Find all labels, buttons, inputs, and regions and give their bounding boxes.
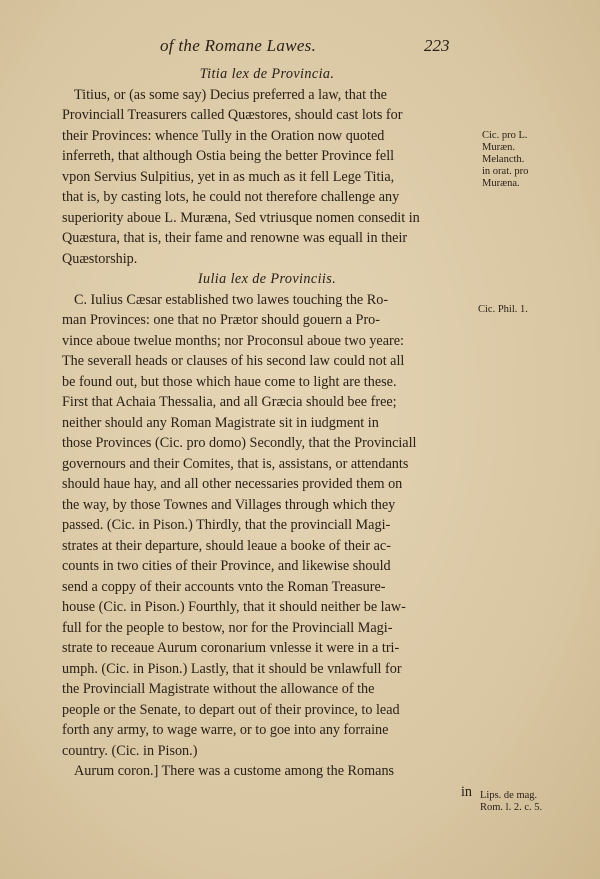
margin-note-line: Lips. de mag. — [480, 790, 538, 801]
page-number: 223 — [424, 36, 450, 55]
text-line: inferreth, that although Ostia being the better Province fell — [62, 148, 395, 164]
section-heading-iulia: Iulia lex de Provinciis. — [197, 271, 337, 287]
text-line: send a coppy of their accounts vnto the Roman Treasure- — [62, 578, 386, 595]
text-line: vince aboue twelue months; nor Proconsul aboue two yeare: — [62, 332, 404, 349]
text-line: Titius, or (as some say) Decius preferred a law, that the — [74, 86, 387, 103]
text-line: vpon Servius Sulpitius, yet in as much as it fell Lege Titia, — [62, 168, 395, 185]
text-line: country. (Cic. in Pison.) — [62, 742, 198, 759]
margin-note-line: Muræn. — [482, 142, 515, 153]
text-line: their Provinces: whence Tully in the Oration now quoted — [62, 127, 385, 144]
text-line: full for the people to bestow, nor for the Provinciall Magi- — [62, 619, 393, 636]
text-line: house (Cic. in Pison.) Fourthly, that it should neither be law- — [62, 599, 406, 615]
text-line: First that Achaia Thessalia, and all Græcia should bee free; — [62, 394, 397, 410]
text-line: Quæstura, that is, their fame and renowne was equall in their — [62, 230, 408, 246]
text-line: strates at their departure, should leaue a booke of their ac- — [62, 537, 391, 554]
text-line: man Provinces: one that no Prætor should gouern a Pro- — [62, 312, 380, 328]
text-body — [62, 64, 472, 802]
text-line: forth any army, to wage warre, or to goe into any forraine — [62, 722, 389, 738]
text-line: umph. (Cic. in Pison.) Lastly, that it should be vnlawfull for — [62, 660, 402, 677]
running-head-title: of the Romane Lawes. — [160, 36, 317, 55]
text-line: the way, by those Townes and Villages through which they — [62, 496, 396, 513]
text-line: passed. (Cic. in Pison.) Thirdly, that the provinciall Magi- — [62, 517, 391, 533]
text-line: the Provinciall Magistrate without the allowance of the — [62, 681, 375, 697]
text-line: governours and their Comites, that is, assistans, or attendants — [62, 455, 409, 472]
margin-note-lipsius — [480, 790, 542, 814]
section-heading-titia: Titia lex de Provincia. — [199, 66, 335, 82]
text-line: be found out, but those which haue come to light are these. — [62, 373, 397, 390]
margin-note-line: Muræna. — [482, 178, 520, 189]
text-line: people or the Senate, to depart out of their province, to lead — [62, 701, 400, 718]
text-line: C. Iulius Cæsar established two lawes touching the Ro- — [74, 291, 389, 308]
running-head — [0, 36, 600, 62]
margin-note-line: Rom. l. 2. c. 5. — [480, 802, 543, 813]
text-line: strate to receaue Aurum coronarium vnlesse it were in a tri- — [62, 640, 400, 656]
text-line: that is, by casting lots, he could not therefore challenge any — [62, 189, 400, 205]
text-line: Aurum coron.] There was a custome among the Romans — [74, 763, 395, 779]
margin-note-line: Cic. Phil. 1. — [478, 304, 528, 315]
margin-note-cicero-muraena — [482, 130, 528, 190]
text-line: The severall heads or clauses of his second law could not all — [62, 353, 405, 369]
margin-note-cicero-phil — [478, 304, 528, 316]
text-line: should haue hay, and all other necessaries provided them on — [62, 476, 403, 492]
text-line: Provinciall Treasurers called Quæstores, should cast lots for — [62, 107, 403, 123]
text-line: Quæstorship. — [62, 250, 138, 267]
text-line: those Provinces (Cic. pro domo) Secondly, that the Provinciall — [62, 435, 417, 451]
text-line: superiority aboue L. Muræna, Sed vtriusque nomen consedit in — [62, 209, 420, 226]
margin-note-line: Melancth. — [482, 154, 525, 165]
margin-note-line: Cic. pro L. — [482, 130, 528, 141]
text-line: neither should any Roman Magistrate sit in iudgment in — [62, 414, 379, 431]
text-line: counts in two cities of their Province, and likewise should — [62, 558, 391, 574]
catchword: in — [460, 783, 472, 800]
margin-note-line: in orat. pro — [482, 166, 529, 177]
